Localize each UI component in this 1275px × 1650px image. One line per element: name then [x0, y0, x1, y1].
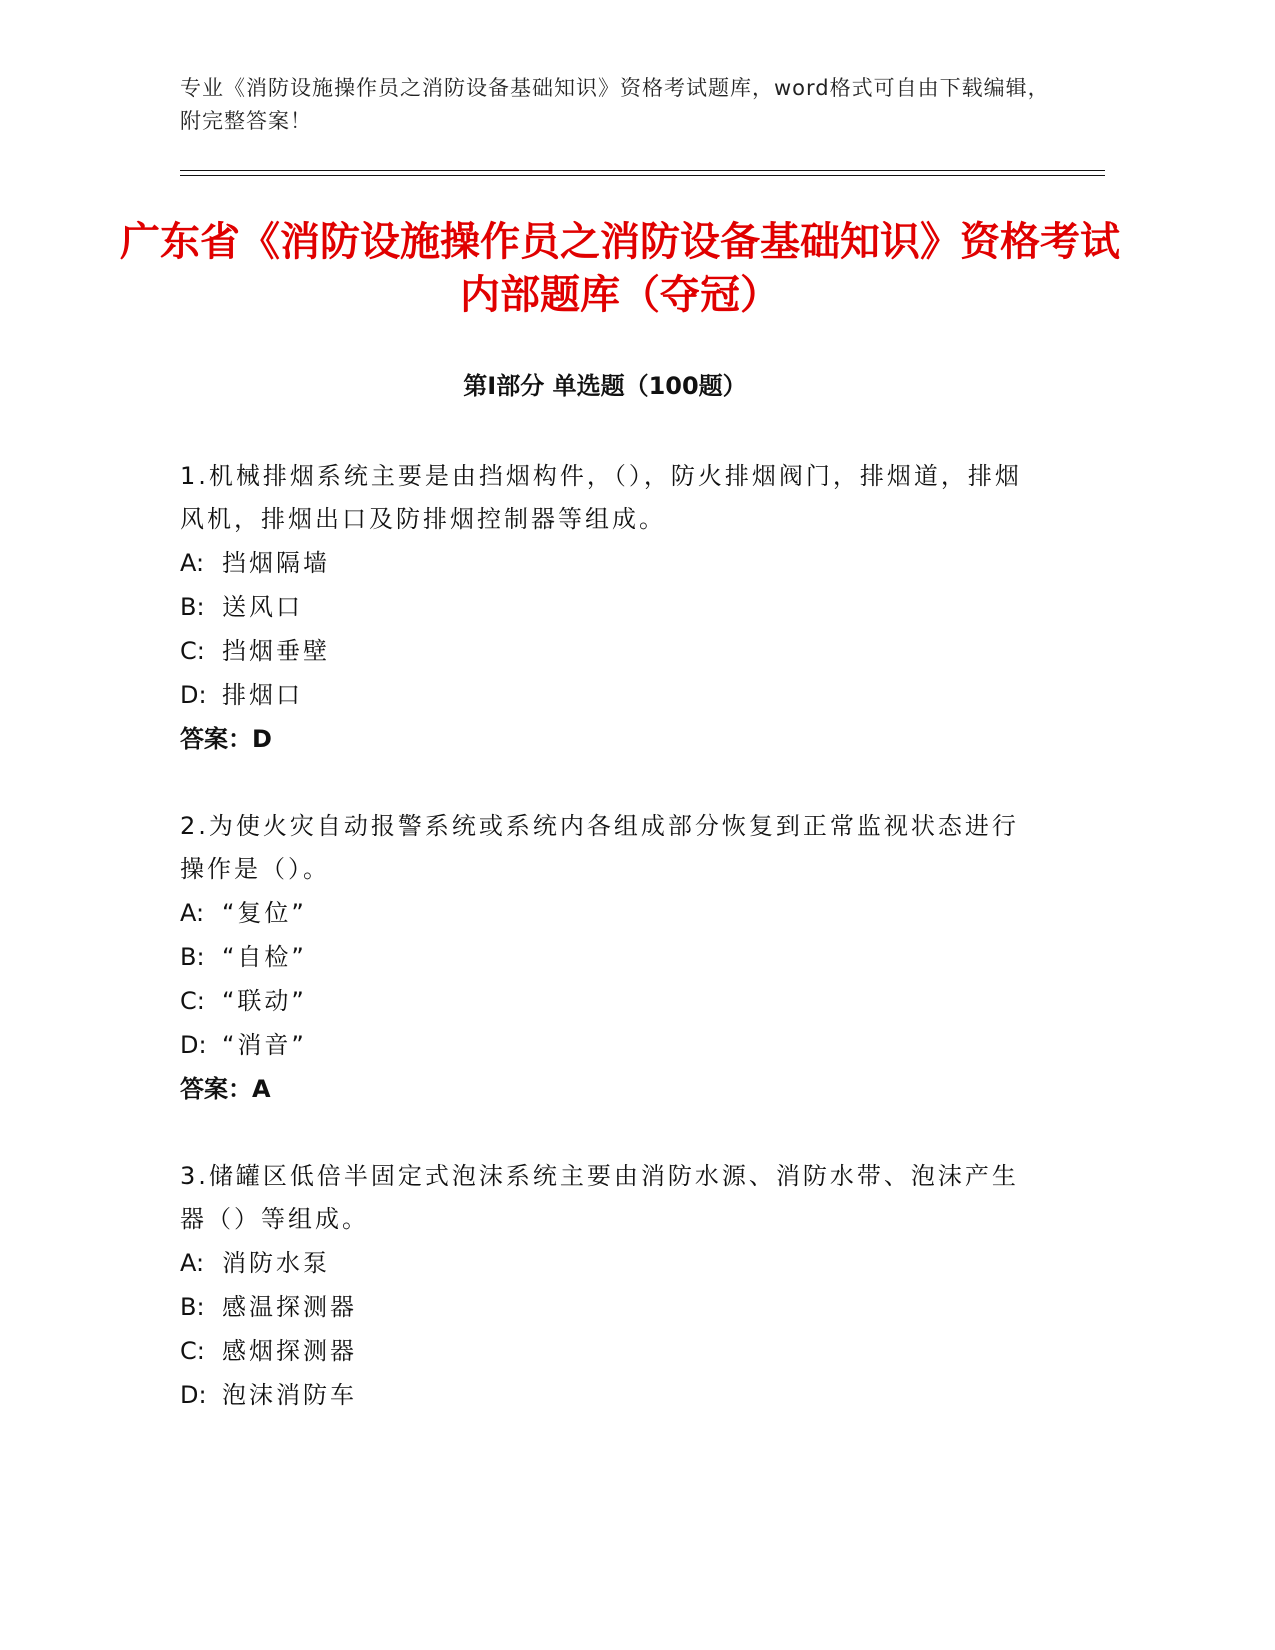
option-letter: C: — [180, 1337, 205, 1365]
question-list — [180, 455, 1030, 1461]
option-b — [180, 585, 1030, 629]
header-divider-top — [180, 170, 1105, 171]
option-text: 感烟探测器 — [222, 1337, 357, 1365]
option-text: “自检” — [222, 943, 307, 971]
option-a — [180, 541, 1030, 585]
option-text: 挡烟垂壁 — [222, 637, 330, 665]
option-d — [180, 1023, 1030, 1067]
option-text: 送风口 — [222, 593, 303, 621]
option-text: 感温探测器 — [222, 1293, 357, 1321]
question-stem: 3.储罐区低倍半固定式泡沫系统主要由消防水源、消防水带、泡沫产生器（）等组成。 — [180, 1162, 1019, 1233]
option-d — [180, 1373, 1030, 1417]
option-text: 挡烟隔墙 — [222, 549, 330, 577]
option-letter: A: — [180, 1249, 205, 1277]
option-letter: B: — [180, 943, 205, 971]
question-2 — [180, 805, 1030, 1111]
document-title: 广东省《消防设施操作员之消防设备基础知识》资格考试内部题库（夺冠） — [120, 219, 1120, 318]
option-letter: D: — [180, 681, 207, 709]
option-text: “复位” — [222, 899, 307, 927]
option-c — [180, 979, 1030, 1023]
option-letter: B: — [180, 1293, 205, 1321]
option-text: “联动” — [222, 987, 307, 1015]
section-title: 第Ⅰ部分 单选题（100题） — [463, 372, 747, 400]
option-text: 排烟口 — [222, 681, 303, 709]
option-letter: B: — [180, 593, 205, 621]
option-c — [180, 1329, 1030, 1373]
option-text: 泡沫消防车 — [222, 1381, 357, 1409]
option-text: “消音” — [222, 1031, 307, 1059]
header-divider-bottom — [180, 175, 1105, 176]
option-letter: D: — [180, 1031, 207, 1059]
option-letter: D: — [180, 1381, 207, 1409]
question-3 — [180, 1155, 1030, 1417]
option-c — [180, 629, 1030, 673]
option-letter: C: — [180, 637, 205, 665]
option-a — [180, 1241, 1030, 1285]
option-letter: C: — [180, 987, 205, 1015]
option-d — [180, 673, 1030, 717]
option-text: 消防水泵 — [222, 1249, 330, 1277]
header-note: 专业《消防设施操作员之消防设备基础知识》资格考试题库，word格式可自由下载编辑，附完整答案！ — [180, 76, 1050, 133]
answer: 答案：D — [180, 725, 272, 753]
option-a — [180, 891, 1030, 935]
option-letter: A: — [180, 899, 205, 927]
question-1 — [180, 455, 1030, 761]
question-stem: 1.机械排烟系统主要是由挡烟构件，（），防火排烟阀门，排烟道，排烟风机，排烟出口及防排烟控制器等组成。 — [180, 462, 1022, 533]
question-stem: 2.为使火灾自动报警系统或系统内各组成部分恢复到正常监视状态进行操作是（）。 — [180, 812, 1019, 883]
option-b — [180, 1285, 1030, 1329]
option-letter: A: — [180, 549, 205, 577]
answer: 答案：A — [180, 1075, 271, 1103]
option-b — [180, 935, 1030, 979]
